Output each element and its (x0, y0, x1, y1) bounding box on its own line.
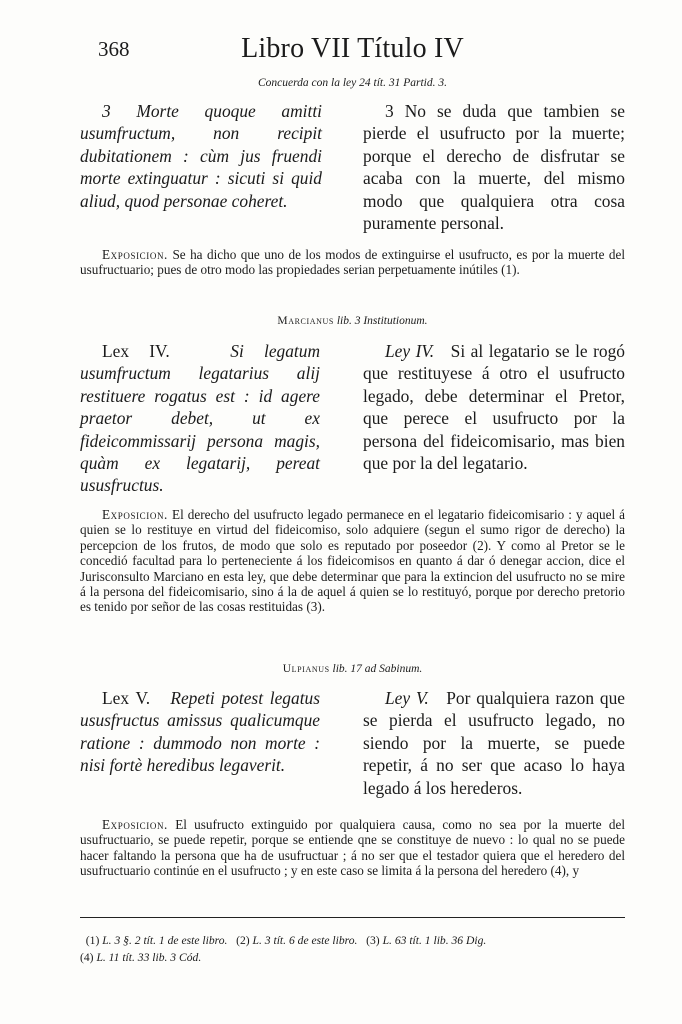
footnote-3: L. 63 tít. 1 lib. 36 Dig. (382, 934, 487, 947)
latin-column (80, 340, 320, 497)
page-header (80, 33, 625, 69)
lex-label: Lex V. (102, 688, 151, 708)
spanish-text (363, 687, 625, 799)
ley-body: Si al legatario se le rogó que restituyese á otro el usufructo legado, debe determinar el Pretor, que perece el usufructo por la persona del fideicomisario, mas bien que por la del legatario. (363, 341, 626, 474)
exposition-text: El usufructo extinguido por qualquiera causa, como no sea por la muerte del usufructuario, se puede repetir, porque se entiende qne se constituye de nuevo : lo qual no se puede hacer faltando la persona que ha de usufructuar ; á no ser que el testador quiera que el heredero del usufructuario continúe en el usufructo ; y en este caso se limita á la persona del heredero (4), y (80, 817, 625, 879)
latin-text (80, 340, 320, 497)
source-work: lib. 17 ad Sabinum. (332, 663, 423, 675)
running-title: Libro VII Título IV (241, 33, 464, 64)
spanish-column (363, 340, 625, 497)
footnote-1: L. 3 §. 2 tít. 1 de este libro. (102, 934, 228, 947)
latin-text: 3 Morte quoque amitti usumfructum, non recipit dubitationem : cùm jus fruendi morte extinguatur : sicuti si quid aliud, quod personae coheret. (80, 101, 322, 211)
exposition-text: El derecho del usufructo legado permanece en el legatario fideicomisario : y aquel á quien se lo restituye en virtud del fideicomiso, solo adquiere (segun el sumo rigor de derecho) la percepcion de los frutos, de modo que solo es reputado por poseedor (2). Y como al Pretor se le concedió facultad para lo perteneciente á los fideicomisos en quanto á dar ó denegar accion, dice el Jurisconsulto Marciano en esta ley, que debe determinar que para la extincion del usufructo no se mire á la persona del fideicomisario, sino á la de aquel á quien se lo restituyó, porque por derecho pretorio es tenido por señor de las cosas restituidas (3). (80, 507, 626, 615)
concordance-note: Concuerda con la ley 24 tít. 31 Partid. 3. (258, 77, 447, 89)
exposition-label: Exposicion. (102, 247, 168, 262)
footnote-line-2 (80, 949, 625, 966)
footnote-4-mark: (4) (80, 951, 94, 964)
footnote-4: L. 11 tít. 33 lib. 3 Cód. (96, 951, 202, 964)
lex-body: Repeti potest legatus ususfructus amissus qualicumque ratione : dummodo non morte : nisi fortè heredibus legaverit. (80, 688, 320, 776)
section-3-columns (80, 100, 625, 234)
lex-4-columns (80, 340, 625, 497)
lex-5-columns (80, 687, 625, 799)
exposition-label: Exposicion. (102, 507, 168, 522)
footnote-3-mark: (3) (366, 934, 380, 947)
exposition-paragraph (80, 247, 625, 278)
exposition-paragraph (80, 507, 625, 615)
footnote-2-mark: (2) (236, 934, 250, 947)
book-page (80, 0, 625, 1024)
footnote-1-mark: (1) (85, 934, 100, 947)
exposition-label: Exposicion. (102, 817, 168, 832)
latin-text (80, 687, 320, 777)
spanish-text (363, 340, 625, 474)
exposition-paragraph (80, 817, 625, 879)
ley-body: Por qualquiera razon que se pierda el usufructo legado, no siendo por la muerte, se puede repetir, á no ser que acaso lo haya legado á los herederos. (363, 688, 626, 798)
ley-label: Ley V. (385, 688, 429, 708)
source-heading (80, 315, 625, 327)
latin-column (80, 687, 320, 799)
footnote-line-1 (80, 932, 625, 949)
lex-label: Lex IV. (102, 341, 170, 361)
spanish-column (363, 687, 625, 799)
exposition-text: Se ha dicho que uno de los modos de extinguirse el usufructo, es por la muerte del usufructuario; pues de otro modo las propiedades serian perpetuamente inútiles (1). (80, 247, 626, 278)
page-number: 368 (98, 37, 130, 61)
footnotes (80, 932, 625, 966)
jurist-name: Ulpianus (282, 663, 330, 675)
source-work: lib. 3 Institutionum. (336, 315, 428, 327)
spanish-text: 3 No se duda que tambien se pierde el usufructo por la muerte; porque el derecho de disfrutar se acaba con la muerte, del mismo modo que qualquiera otra cosa puramente personal. (363, 101, 625, 234)
jurist-name: Marcianus (277, 315, 334, 327)
footnote-rule (80, 917, 625, 918)
source-heading (80, 663, 625, 675)
spanish-column (363, 100, 625, 234)
lex-body: Si legatum usumfructum legatarius alij restituere rogatus est : id agere praetor debet, ut ex fideicommissarij persona magis, quàm ex legatarij, pereat ususfructus. (80, 341, 321, 496)
ley-label: Ley IV. (385, 341, 435, 361)
footnote-2: L. 3 tít. 6 de este libro. (252, 934, 358, 947)
latin-column (80, 100, 322, 234)
